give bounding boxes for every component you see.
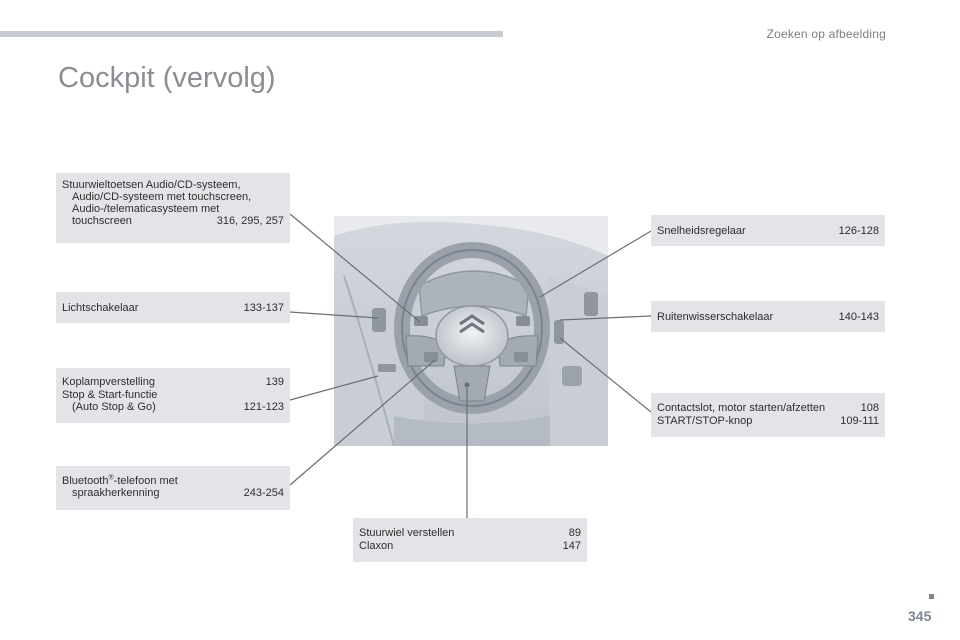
bluetooth-label-main: Bluetooth [62,475,109,487]
callout-steering-controls[interactable] [56,173,290,243]
callout-ignition[interactable] [651,393,885,437]
ignition-label: Contactslot, motor starten/afzetten [657,402,826,414]
lighting-pages: 133-137 [243,302,284,314]
page-marker [929,594,934,599]
page-title: Cockpit (vervolg) [58,62,276,94]
cockpit-illustration [334,216,608,446]
wiper-label: Ruitenwisserschakelaar [657,311,774,323]
stopstart-sublabel: (Auto Stop & Go) [72,401,156,413]
page-number: 345 [908,608,932,624]
header-bar [0,31,503,37]
wheel-adjust-label: Stuurwiel verstellen [359,527,455,539]
stopstart-label: Stop & Start-functie [62,389,158,401]
steering-line3: Audio-/telematicasysteem met [72,203,220,215]
ignition-pages: 108 [860,402,879,414]
headlamp-label: Koplampverstelling [62,376,155,388]
startstop-label: START/STOP-knop [657,415,753,427]
bluetooth-label-rest: -telefoon met [113,475,178,487]
steering-line1: Stuurwieltoetsen Audio/CD-systeem, [62,179,241,191]
wheel-adjust-pages: 89 [568,527,581,539]
callout-cruise-control[interactable] [651,215,885,246]
horn-label: Claxon [359,540,394,552]
callout-lighting[interactable] [56,292,290,323]
startstop-pages: 109-111 [840,415,879,427]
lighting-label: Lichtschakelaar [62,302,139,314]
callout-steering-wheel[interactable] [353,518,587,562]
stopstart-pages: 121-123 [243,401,284,413]
registered-mark: ® [108,474,114,482]
horn-pages: 147 [562,540,581,552]
search-by-image-link[interactable]: Zoeken op afbeelding [766,27,886,41]
steering-line4: touchscreen [72,215,132,227]
steering-pages: 316, 295, 257 [216,215,284,227]
bluetooth-label2: spraakherkenning [72,487,160,499]
wiper-pages: 140-143 [838,311,879,323]
bluetooth-pages: 243-254 [243,487,284,499]
callout-wiper-control[interactable] [651,301,885,332]
headlamp-pages: 139 [265,376,284,388]
callout-headlamp-stopstart[interactable] [56,368,290,423]
cruise-pages: 126-128 [838,225,879,237]
steering-line2: Audio/CD-systeem met touchscreen, [72,191,252,203]
cruise-label: Snelheidsregelaar [657,225,746,237]
steering-wheel-drawing [334,216,608,446]
callout-bluetooth[interactable] [56,466,290,510]
